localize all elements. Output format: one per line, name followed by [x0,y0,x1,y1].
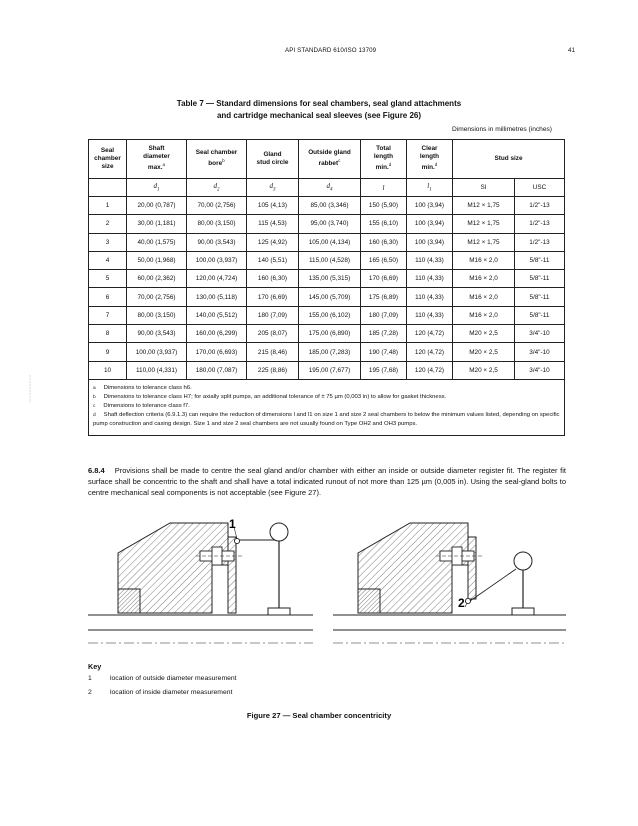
cell-rabbet: 115,00 (4,528) [299,251,361,269]
table-row [89,325,565,343]
cell-si: M12 × 1,75 [453,197,515,215]
symbol-d2: $d_2$ [187,179,247,197]
symbol-l: l [361,179,407,197]
table-title-line-2: and cartridge mechanical seal sleeves (see Figure 26) [216,111,422,120]
cell-usc: 1/2"-13 [515,233,565,251]
cell-clear: 110 (4,33) [407,270,453,288]
col-header-seal-chamber-size: Seal chamber size [89,140,127,179]
symbol-si: SI [453,179,515,197]
left-indicator-base [268,608,290,615]
cell-total: 160 (6,30) [361,233,407,251]
col-header-clear-length: Clear length min.$^d$ [407,140,453,179]
cell-si: M20 × 2,5 [453,361,515,379]
table-row [89,343,565,361]
table-row [89,288,565,306]
cell-usc: 3/4"-10 [515,343,565,361]
cell-rabbet: 145,00 (5,709) [299,288,361,306]
cell-stud-circle: 125 (4,92) [247,233,299,251]
figure-caption: Figure 27 — Seal chamber concentricity [246,711,392,720]
cell-shaft: 100,00 (3,937) [127,343,187,361]
table-title-line-1: Table 7 — Standard dimensions for seal chambers, seal gland attachments [176,99,462,108]
page-header-title: API STANDARD 610/ISO 13709 [285,47,377,54]
page-number: 41 [568,47,576,54]
cell-total: 180 (7,09) [361,306,407,324]
table-row [89,215,565,233]
cell-rabbet: 155,00 (6,102) [299,306,361,324]
cell-size: 5 [89,270,127,288]
key-item-1: 1 location of outside diameter measurement [88,675,237,682]
symbol-d3: $d_3$ [247,179,299,197]
table-row [89,197,565,215]
cell-shaft: 40,00 (1,575) [127,233,187,251]
units-note: Dimensions in millimetres (inches) [451,126,552,133]
table-row [89,306,565,324]
col-header-total-length: Total length min.$^d$ [361,140,407,179]
callout-1: 1 [229,517,236,531]
footnote-d: $^d$ Shaft deflection criteria (6.9.1.3) can require the reduction of dimensions l and l1 on size 1 and size 2 seal chambers to below the minimum values listed, depending on specific pump construction and casing design. Size 1 and size 2 seal chambers are not usually found on Type OH2 and OH3 pumps. [93,411,560,427]
cell-si: M20 × 2,5 [453,325,515,343]
cell-usc: 3/4"-10 [515,325,565,343]
left-seal-chamber-assembly [118,523,290,615]
cell-clear: 100 (3,94) [407,233,453,251]
symbol-usc: USC [515,179,565,197]
symbol-blank [89,179,127,197]
cell-size: 1 [89,197,127,215]
cell-stud-circle: 115 (4,53) [247,215,299,233]
symbol-row [89,179,565,197]
cell-shaft: 70,00 (2,756) [127,288,187,306]
cell-shaft: 80,00 (3,150) [127,306,187,324]
footnotes-row [89,379,565,435]
cell-si: M16 × 2,0 [453,270,515,288]
cell-bore: 100,00 (3,937) [187,251,247,269]
cell-rabbet: 175,00 (6,890) [299,325,361,343]
cell-total: 195 (7,68) [361,361,407,379]
table-row [89,251,565,269]
figure-27-drawing [88,515,566,650]
cell-si: M16 × 2,0 [453,251,515,269]
cell-stud-circle: 140 (5,51) [247,251,299,269]
right-shaft [333,615,566,643]
cell-stud-circle: 105 (4,13) [247,197,299,215]
right-measure-point [465,598,470,603]
key-item-2: 2 location of inside diameter measurement [88,689,233,696]
cell-stud-circle: 180 (7,09) [247,306,299,324]
table-row [89,361,565,379]
left-gland-plate [228,537,236,613]
cell-shaft: 50,00 (1,968) [127,251,187,269]
cell-size: 10 [89,361,127,379]
symbol-d1: $d_1$ [127,179,187,197]
footnotes [89,379,565,435]
right-seal-ring [358,589,380,613]
table-header-row [89,140,565,179]
cell-usc: 5/8"-11 [515,288,565,306]
footnote-c: $^c$ Dimensions to tolerance class f7. [93,402,190,409]
seal-chamber-dimensions-table [88,139,565,436]
cell-usc: 5/8"-11 [515,270,565,288]
paragraph-text: Provisions shall be made to centre the seal gland and/or chamber with either an inside or outside diameter register fit. The register fit surface shall be concentric to the shaft and shall have a total indicated runout of not more than 125 µm (0,005 in). Using the seal-gland bolts to centre mechanical seal components is not acceptable (see Figure 27). [88,466,566,497]
cell-clear: 100 (3,94) [407,197,453,215]
cell-bore: 180,00 (7,087) [187,361,247,379]
left-measure-point [234,538,239,543]
footnote-a: $^a$ Dimensions to tolerance class h6. [93,384,192,391]
cell-usc: 5/8"-11 [515,306,565,324]
cell-size: 8 [89,325,127,343]
cell-total: 175 (6,89) [361,288,407,306]
cell-size: 3 [89,233,127,251]
cell-bore: 70,00 (2,756) [187,197,247,215]
cell-si: M16 × 2,0 [453,306,515,324]
cell-stud-circle: 170 (6,69) [247,288,299,306]
cell-rabbet: 105,00 (4,134) [299,233,361,251]
cell-size: 7 [89,306,127,324]
cell-bore: 90,00 (3,543) [187,233,247,251]
cell-bore: 160,00 (6,299) [187,325,247,343]
right-indicator-base [512,608,534,615]
cell-clear: 120 (4,72) [407,325,453,343]
cell-si: M12 × 1,75 [453,215,515,233]
right-indicator-arm [470,569,516,601]
cell-si: M20 × 2,5 [453,343,515,361]
table-title [0,98,638,122]
paragraph-6-8-4 [88,465,566,498]
right-callout-leader [465,603,467,607]
cell-si: M12 × 1,75 [453,233,515,251]
col-header-seal-chamber-bore: Seal chamber bore$^b$ [187,140,247,179]
cell-usc: 1/2"-13 [515,215,565,233]
cell-clear: 100 (3,94) [407,215,453,233]
cell-size: 6 [89,288,127,306]
col-header-shaft-diameter: Shaft diameter max.$^a$ [127,140,187,179]
symbol-l1: $l_1$ [407,179,453,197]
cell-shaft: 110,00 (4,331) [127,361,187,379]
callout-2: 2 [458,596,465,610]
cell-bore: 120,00 (4,724) [187,270,247,288]
footnote-b: $^b$ Dimensions to tolerance class H7; for axially split pumps, an additional tolerance of ± 75 µm (0,003 in) to allow for gasket thickness. [93,393,447,400]
cell-total: 190 (7,48) [361,343,407,361]
cell-rabbet: 95,00 (3,740) [299,215,361,233]
cell-shaft: 60,00 (2,362) [127,270,187,288]
paragraph-number: 6.8.4 [88,466,105,475]
left-seal-ring [118,589,140,613]
cell-clear: 120 (4,72) [407,361,453,379]
cell-total: 150 (5,90) [361,197,407,215]
cell-rabbet: 185,00 (7,283) [299,343,361,361]
symbol-d4: $d_4$ [299,179,361,197]
cell-size: 2 [89,215,127,233]
right-seal-chamber-assembly [358,523,534,615]
cell-clear: 120 (4,72) [407,343,453,361]
cell-clear: 110 (4,33) [407,251,453,269]
right-gland-plate [468,537,476,599]
cell-total: 165 (6,50) [361,251,407,269]
col-header-gland-stud-circle: Gland stud circle [247,140,299,179]
cell-stud-circle: 205 (8,07) [247,325,299,343]
left-dial-indicator [270,523,288,541]
cell-usc: 1/2"-13 [515,197,565,215]
table-row [89,233,565,251]
cell-usc: 5/8"-11 [515,251,565,269]
cell-shaft: 90,00 (3,543) [127,325,187,343]
cell-shaft: 30,00 (1,181) [127,215,187,233]
table-body [89,197,565,380]
cell-bore: 130,00 (5,118) [187,288,247,306]
key-title: Key [88,662,102,671]
cell-size: 9 [89,343,127,361]
cell-bore: 80,00 (3,150) [187,215,247,233]
cell-clear: 110 (4,33) [407,306,453,324]
cell-size: 4 [89,251,127,269]
cell-total: 155 (6,10) [361,215,407,233]
side-watermark-mark [27,375,33,403]
table-row [89,270,565,288]
col-header-outside-gland-rabbet: Outside gland rabbet$^c$ [299,140,361,179]
cell-si: M16 × 2,0 [453,288,515,306]
cell-rabbet: 195,00 (7,677) [299,361,361,379]
cell-stud-circle: 215 (8,46) [247,343,299,361]
cell-bore: 170,00 (6,693) [187,343,247,361]
left-shaft [88,615,313,643]
cell-stud-circle: 225 (8,86) [247,361,299,379]
cell-total: 185 (7,28) [361,325,407,343]
cell-clear: 110 (4,33) [407,288,453,306]
cell-usc: 3/4"-10 [515,361,565,379]
cell-total: 170 (6,69) [361,270,407,288]
cell-stud-circle: 160 (6,30) [247,270,299,288]
right-dial-indicator [514,552,532,570]
col-header-stud-size: Stud size [453,140,565,179]
cell-shaft: 20,00 (0,787) [127,197,187,215]
cell-rabbet: 85,00 (3,346) [299,197,361,215]
cell-rabbet: 135,00 (5,315) [299,270,361,288]
cell-bore: 140,00 (5,512) [187,306,247,324]
